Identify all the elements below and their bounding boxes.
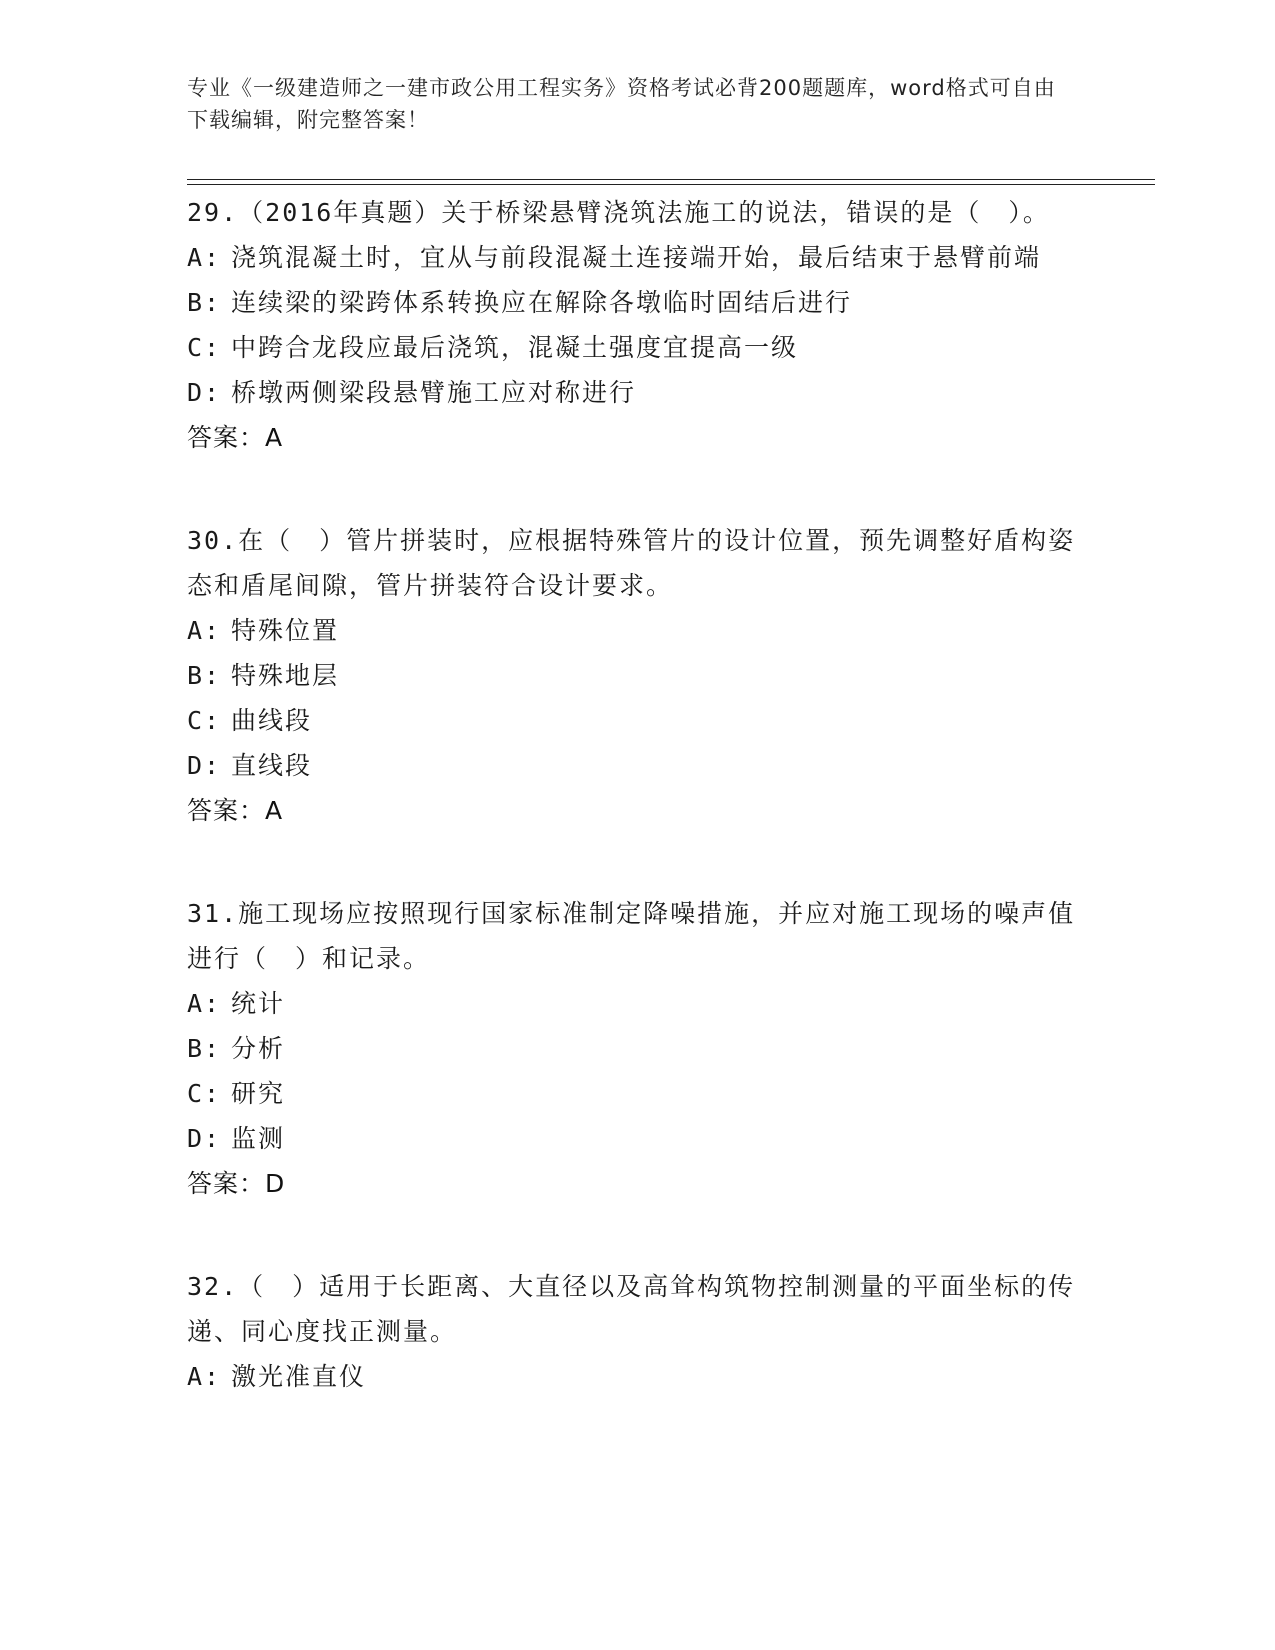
answer-line: 答案：A <box>187 423 284 452</box>
option-key: C: <box>187 1079 222 1108</box>
question-text: 29.（2016年真题）关于桥梁悬臂浇筑法施工的说法，错误的是（ ）。 <box>187 198 1050 227</box>
questions-list <box>187 190 1087 1457</box>
option-text: 监测 <box>231 1124 286 1153</box>
option-text: 曲线段 <box>231 706 313 735</box>
option-key: D: <box>187 1124 222 1153</box>
question-29 <box>187 190 1087 460</box>
option-key: B: <box>187 661 222 690</box>
option-key: A: <box>187 243 222 272</box>
option-d <box>187 743 1087 788</box>
option-key: D: <box>187 378 222 407</box>
option-text: 直线段 <box>231 751 313 780</box>
option-text: 统计 <box>231 989 286 1018</box>
question-text: 30.在（ ）管片拼装时，应根据特殊管片的设计位置，预先调整好盾构姿态和盾尾间隙，管片拼装符合设计要求。 <box>187 526 1076 600</box>
option-text: 特殊位置 <box>231 616 340 645</box>
question-32 <box>187 1264 1087 1399</box>
header-rule-bottom <box>187 184 1155 185</box>
option-text: 中跨合龙段应最后浇筑，混凝土强度宜提高一级 <box>231 333 799 362</box>
option-d <box>187 1116 1087 1161</box>
question-text: 32.（ ）适用于长距离、大直径以及高耸构筑物控制测量的平面坐标的传递、同心度找正测量。 <box>187 1272 1076 1346</box>
option-text: 分析 <box>231 1034 286 1063</box>
answer-line: 答案：A <box>187 796 284 825</box>
option-text: 连续梁的梁跨体系转换应在解除各墩临时固结后进行 <box>231 288 853 317</box>
option-key: B: <box>187 1034 222 1063</box>
option-key: A: <box>187 989 222 1018</box>
option-a <box>187 981 1087 1026</box>
option-a <box>187 235 1087 280</box>
answer-line: 答案：D <box>187 1169 286 1198</box>
option-text: 激光准直仪 <box>231 1362 367 1391</box>
option-a <box>187 608 1087 653</box>
option-d <box>187 370 1087 415</box>
option-text: 浇筑混凝土时，宜从与前段混凝土连接端开始，最后结束于悬臂前端 <box>231 243 1042 272</box>
option-b <box>187 280 1087 325</box>
question-text: 31.施工现场应按照现行国家标准制定降噪措施，并应对施工现场的噪声值进行（ ）和记录。 <box>187 899 1076 973</box>
option-c <box>187 325 1087 370</box>
question-30 <box>187 518 1087 833</box>
option-text: 桥墩两侧梁段悬臂施工应对称进行 <box>231 378 637 407</box>
option-a <box>187 1354 1087 1399</box>
option-key: B: <box>187 288 222 317</box>
option-key: D: <box>187 751 222 780</box>
option-text: 特殊地层 <box>231 661 340 690</box>
option-key: A: <box>187 616 222 645</box>
option-c <box>187 698 1087 743</box>
option-key: C: <box>187 333 222 362</box>
option-key: A: <box>187 1362 222 1391</box>
option-key: C: <box>187 706 222 735</box>
document-header-title: 专业《一级建造师之一建市政公用工程实务》资格考试必背200题题库，word格式可自由下载编辑，附完整答案！ <box>187 76 1056 132</box>
option-b <box>187 1026 1087 1071</box>
question-31 <box>187 891 1087 1206</box>
header-rule-top <box>187 179 1155 180</box>
option-text: 研究 <box>231 1079 286 1108</box>
option-b <box>187 653 1087 698</box>
option-c <box>187 1071 1087 1116</box>
